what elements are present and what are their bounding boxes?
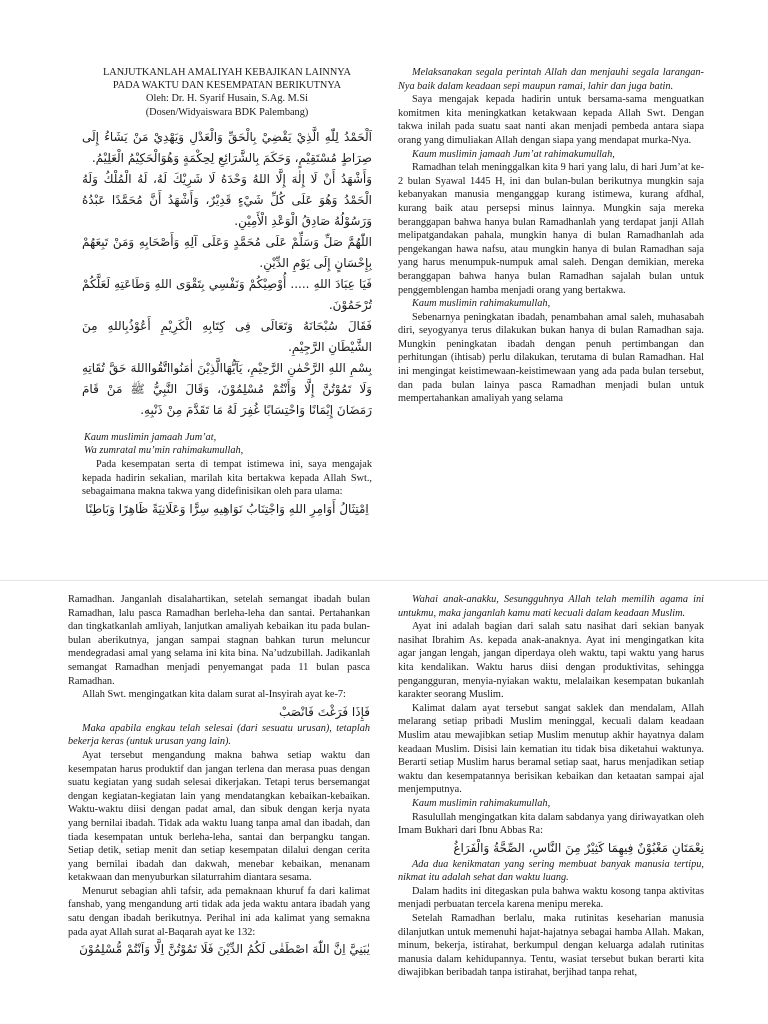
baqarah-translation: Wahai anak-anakku, Sesungguhnya Allah telah memilih agama ini untukmu, maka janganlah kamu mati kecuali dalam keadaan Muslim.	[398, 594, 704, 619]
sermon-title-line-1: LANJUTKANLAH AMALIYAH KEBAJIKAN LAINNYA	[103, 67, 351, 78]
arabic-opening-2: وَأَشْهَدُ أَنْ لَا إِلٰهَ إِلَّا اللهُ وَحْدَهُ لَا شَرِيْكَ لَهُ، لَهُ الْمُلْكُ وَلَهُ الْحَمْدُ وَهُوَ عَلَى كُلِّ شَيْءٍ قَدِيْرٌ، وَأَشْهَدُ أَنَّ مُحَمَّدًا عَبْدُهُ وَرَسُوْلُهُ صَادِقُ الْوَعْدِ الْأَمِيْنِ.	[82, 171, 372, 228]
paragraph-ayat-makna: Ayat tersebut mengandung makna bahwa setiap waktu dan kesempatan harus produktif dan jangan terlena dan merasa puas dengan suatu kegiatan yang sudah selesai dikerjakan. Tetapi terus bersemangat dengan kegiatan-kegiatan lain yang mendatangkan kebaikan-kebaikan. Waktu-waktu diisi dengan padat amal, dan sibuk dengan kerja nyata yang bernilai ibadah. Tidak ada waktu luang tanpa amal dan ibadah, dan tiada kesempatan untuk berleha-leha, santai dan berpangku tangan. Setiap detik, setiap menit dan setiap kesempatan dilalui dengan cerita yang bernilai ibadah dan dakwah, menebar kebaikan, menanam ketakwaan dan menyuburkan silaturrahim diantara sesama.	[68, 749, 370, 884]
page1-right-column	[398, 66, 704, 406]
arabic-opening-6: بِسْمِ اللهِ الرَّحْمٰنِ الرَّحِيْمِ، يَآيُّهَاالَّذِيْنَ اٰمَنُوااتَّقُوااللهَ حَقَّ تُقَاتِهِ وَلَا تَمُوْتُنَّ إِلَّا وَأَنْتُمْ مُسْلِمُوْنَ، وَقَالَ النَّبِيُّ ﷺ مَنْ قَامَ رَمَضَانَ إِيْمَانًا وَاحْتِسَابًا غُفِرَ لَهُ مَا تَقَدَّمَ مِنْ ذَنْبِهِ.	[82, 360, 372, 417]
paragraph-ahli-tafsir: Menurut sebagian ahli tafsir, ada pemaknaan khuruf fa dari kalimat fanshab, yang mengandung arti tidak ada jeda waktu antara ibadah yang satu dengan ibadah berikutnya. Perihal ini ada kalimat yang semakna pada ayat Allah surat al-Baqarah ayat ke 132:	[68, 885, 370, 938]
paragraph-insyirah-intro: Allah Swt. mengingatkan kita dalam surat al-Insyirah ayat ke-7:	[82, 689, 346, 701]
author-line: Oleh: Dr. H. Syarif Husain, S.Ag. M.Si	[146, 93, 308, 105]
author-affiliation: (Dosen/Widyaiswara BDK Palembang)	[145, 106, 309, 118]
sermon-title-block	[82, 66, 372, 119]
page2-right-column	[398, 593, 704, 980]
paragraph-waktu-kosong: Dalam hadits ini ditegaskan pula bahwa waktu kosong tanpa aktivitas menjadi perbuatan tercela karena menipu mereka.	[398, 885, 704, 911]
paragraph-pasca-ramadhan: Ramadhan. Janganlah disalahartikan, setelah semangat ibadah bulan Ramadhan, lalu pasca Ramadhan berleha-leha dan santai. Pertahankan dan tingkatkanlah amliyah, lanjutkan amaliyah kebaikan itu pada bulan-bulan aberikutnya, jangan sampai stagnan bahkan turun meluncur mendegradasi amal yang selama ini kita bina. Na’udzubillah. Jadikanlah semangat Ramadhan menjadi penyemangat pada 11 bulan pasca Ramadhan.	[68, 594, 370, 687]
greeting-line-2: Wa zumratal mu’min rahimakumullah,	[84, 445, 244, 457]
sermon-title-line-2: PADA WAKTU DAN KESEMPATAN BERIKUTNYA	[112, 80, 342, 92]
paragraph-rutinitas: Setelah Ramadhan berlalu, maka rutinitas keseharian manusia dilanjutkan untuk memenuhi hajat-hajatnya sebagai hamba Allah. Makan, minum, bekerja, istirahat, berkumpul dengan keluarga adalah rutinitas manusia dalam kehidupannya. Tentu, wasiat tersebut bukan berarti kita diwajibkan beribadah tanpa istirahat, berjihad tanpa rehat,	[398, 913, 704, 979]
arabic-hadith: نِعْمَتَانِ مَغْبُوْنٌ فِيهِمَا كَثِيْرٌ مِنَ النَّاسِ، الصِّحَّةُ وَالْفَرَاغُ	[453, 840, 704, 855]
insyirah-translation: Maka apabila engkau telah selesai (dari sesuatu urusan), tetaplah bekerja keras (untuk urusan yang lain).	[68, 722, 370, 748]
arabic-opening-4: فَيَا عِبَادَ اللهِ ..... أُوْصِيْكُمْ وَنَفْسِي بِتَقْوَى اللهِ وَطَاعَتِهِ لَعَلَّكُمْ تُرْحَمُوْنَ.	[82, 276, 372, 312]
hadith-translation: Ada dua kenikmatan yang sering membuat banyak manusia tertipu, nikmat itu adalah sehat dan waktu luang.	[398, 858, 704, 884]
document-page-2	[0, 580, 768, 1024]
paragraph-ramadhan-left: Ramadhan telah meninggalkan kita 9 hari yang lalu, di hari Jum’at ke-2 bulan Syawal 1445 H, ini dan bulan-bulan berikutnya mungkin saja kebanyakan manusia menganggap kurang istimewa, kurang afdhal, kurang baik atau persepsi minus lainnya. Mungkin saja mereka beranggapan bahwa hanya bulan Ramadhanlah yang terdapat janji Allah melipatgandakan pahala, mungkin hanya di bulan Ramadhanlah ada pengekangan hawa nafsu, atau mungkin hanya di bulan Ramadhan saja yang harus menumpuk-numpuk amal saleh. Dengan demikian, mereka beranggapan bahwa hanya bulan Ramadhan sajalah bulan untuk penggemblengan hamba menjadi orang yang bertakwa.	[398, 162, 704, 296]
paragraph-hadith-intro: Rasulullah mengingatkan kita dalam sabdanya yang diriwayatkan oleh Imam Bukhari dari Ibnu Abbas Ra:	[398, 811, 704, 837]
greeting-rahimakumullah-1: Kaum muslimin rahimakumullah,	[412, 298, 551, 310]
arabic-takwa-definition: اِمْتِثَالُ أَوَامِرِ اللهِ وَاجْتِنَابُ نَوَاهِيهِ سِرًّا وَعَلَانِيَةً ظَاهِرًا وَبَاطِنًا	[85, 501, 369, 516]
arabic-opening-5: فَقَالَ سُبْحَانَهُ وَتَعَالَى فِى كِتَابِهِ الْكَرِيْمِ أَعُوْذُبِاللهِ مِنَ الشَّيْطَانِ الرَّجِيْمِ.	[82, 318, 372, 354]
paragraph-commitment: Saya mengajak kepada hadirin untuk bersama-sama menguatkan komitmen kita meningkatkan ketakwaan kepada Allah Swt. Dengan takwa inilah pada suatu saat nanti akan menjadi pembeda antara siapa orang yang dimuliakan Allah dengan siapa yang mendapat murka-Nya.	[398, 94, 704, 146]
arabic-opening-3: اللّٰهُمَّ صَلِّ وَسَلِّمْ عَلَى مُحَمَّدٍ وَعَلَى آلِهِ وَأَصْحَابِهِ وَمَنْ تَبِعَهُمْ بِإِحْسَانٍ إِلَى يَوْمِ الدِّيْنِ.	[82, 234, 372, 270]
arabic-opening-1: اَلْحَمْدُ لِلّٰهِ الَّذِيْ يَقْضِيْ بِالْحَقِّ وَالْعَدْلِ وَيَهْدِيْ مَنْ يَشَاءُ إِلَى صِرَاطٍ مُسْتَقِيْمٍ، وَحَكَمَ بِالشَّرَائِعِ لِحِكْمَةٍ وَهُوَالْحَكِيْمُ الْعَلِيْمُ.	[82, 129, 372, 165]
greeting-jumat: Kaum muslimin jamaah Jum’at rahimakumullah,	[412, 148, 615, 160]
paragraph-peningkatan-ibadah: Sebenarnya peningkatan ibadah, penambahan amal saleh, muhasabah diri, seyogyanya terus dilakukan bukan hanya di bulan Ramadhan saja. Mungkin peningkatan ibadah dengan penuh pertimbangan dan perhitungan (ihtisab) perlu dilakukan, terutama di bulan Ramadhan. Hal ini mengingat keistimewaan-keistimewaan yang ada pada bulan tersebut, dan pada bulan lainya pasca Ramadhan menjadi bulan untuk mempertahankan amaliyah yang selama	[398, 311, 704, 405]
page1-left-column	[82, 66, 372, 519]
greeting-line-1: Kaum muslimin jamaah Jum’at,	[84, 431, 217, 443]
arabic-baqarah-verse: يٰبَنِيَّ اِنَّ اللّٰهَ اصْطَفٰى لَكُمُ الدِّيْنَ فَلَا تَمُوْتُنَّ اِلَّا وَاَنْتُمْ مُّسْلِمُوْنَ	[79, 942, 370, 957]
paragraph-kalimat-saklek: Kalimat dalam ayat tersebut sangat saklek dan mendalam, Allah melarang setiap pribadi Muslim meninggal, kecuali dalam keadaan Muslim atau mewajibkan setiap Muslim menutup akhir hayatnya dalam keadaan Muslim. Disisi lain kematian itu tidak bisa diketahui waktunya. Berarti setiap Muslim harus beramal setiap saat, harus menjadikan setiap waktu dan kesempatannya berisikan kebaikan dan ketaatan sampai ajal menjemputnya.	[398, 702, 704, 796]
paragraph-opening: Pada kesempatan serta di tempat istimewa ini, saya mengajak kepada hadirin sekalian, marilah kita bertakwa kepada Allah Swt., sebagaimana makna takwa yang didefinisikan oleh para ulama:	[82, 459, 372, 498]
takwa-translation: Melaksanakan segala perintah Allah dan menjauhi segala larangan-Nya baik dalam keadaan sepi maupun ramai, lahir dan juga batin.	[398, 67, 704, 92]
arabic-insyirah-verse: فَإِذَا فَرَغْتَ فَانْصَبْ	[278, 704, 370, 719]
paragraph-nasihat-ibrahim: Ayat ini adalah bagian dari salah satu nasihat dari sekian banyak nasihat Ibrahim As. kepada anak-anaknya. Ayat ini mengingatkan kita agar jangan lengah, jangan diperdaya oleh waktu, tapi waktu yang harus kita kendalikan. Waktu harus diisi dengan produktivitas, sehingga pengangguran, menyia-nyiakan waktu, melalaikan kesempatan bukanlah karakter seorang Muslim.	[398, 621, 704, 701]
page2-left-column	[68, 593, 370, 959]
greeting-rahimakumullah-2: Kaum muslimin rahimakumullah,	[412, 797, 551, 809]
